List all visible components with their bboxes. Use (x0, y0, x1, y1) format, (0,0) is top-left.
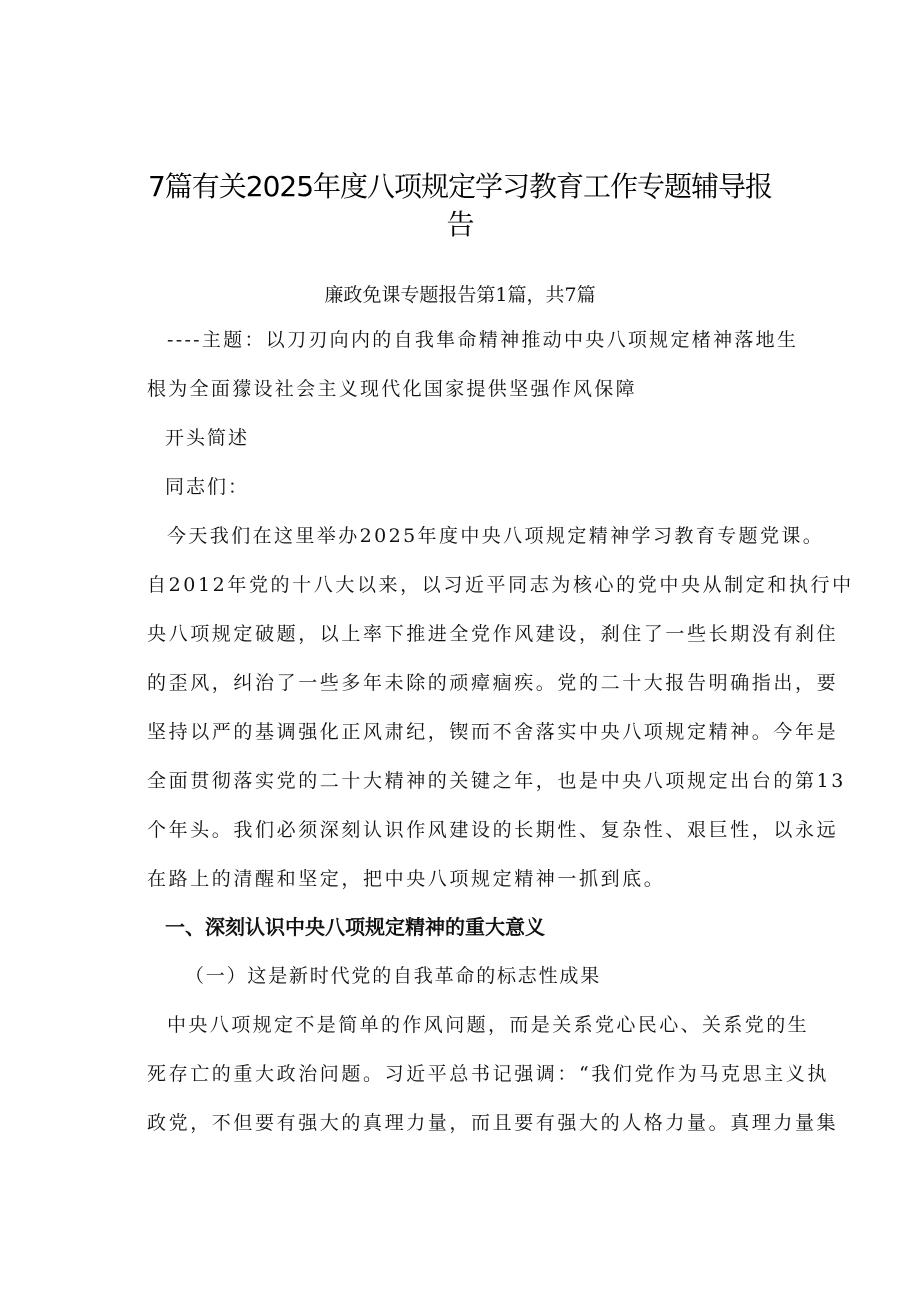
title-line-2: 告 (446, 208, 474, 241)
paragraph-line: 个年头。我们必须深刻认识作风建设的长期性、复杂性、艰巨性，以永远 (147, 819, 839, 841)
paragraph-line: 的歪风，纠治了一些多年未除的顽瘴痼疾。党的二十大报告明确指出，要 (147, 672, 839, 694)
subtitle: 廉政免课专题报告第1篇，共7篇 (324, 284, 596, 306)
paragraph-line: 全面贯彻落实党的二十大精神的关键之年，也是中央八项规定出台的第13 (147, 770, 846, 792)
paragraph-line: 在路上的清醒和坚定，把中央八项规定精神一抓到底。 (147, 868, 666, 890)
paragraph-line: 死存亡的重大政治问题。习近平总书记强调：“我们党作为马克思主义执 (147, 1063, 829, 1085)
paragraph-line: 中央八项规定不是简单的作风问题，而是关系党心民心、关系党的生 (167, 1014, 810, 1036)
paragraph-line: 政党，不但要有强大的真理力量，而且要有强大的人格力量。真理力量集 (147, 1112, 839, 1134)
paragraph-line: 今天我们在这里举办2025年度中央八项规定精神学习教育专题党课。 (167, 525, 825, 547)
greeting: 同志们： (165, 476, 250, 498)
title-line-1: 7篇有关2025年度八项规定学习教育工作专题辅导报 (147, 170, 773, 203)
section-subheading: （一）这是新时代党的自我革命的标志性成果 (185, 965, 602, 987)
section-heading: 一、深刻认识中央八项规定精神的重大意义 (165, 915, 545, 939)
opening-label: 开头简述 (165, 427, 250, 449)
theme-line-2: 根为全面獴设社会主义现代化国家提供坚强作风保障 (147, 378, 637, 400)
theme-line-1: ----主题：以刀刃向内的自我隼命精神推动中央八项规定楮神落地生 (167, 329, 799, 351)
paragraph-line: 央八项规定破题，以上率下推进全党作风建设，刹住了一些长期没有刹住 (147, 623, 839, 645)
document-title (120, 168, 800, 244)
paragraph-line: 自2012年党的十八大以来，以习近平同志为核心的党中央从制定和执行中 (147, 574, 854, 596)
paragraph-line: 坚持以严的基调强化正风肃纪，锲而不舍落实中央八项规定精神。今年是 (147, 721, 839, 743)
